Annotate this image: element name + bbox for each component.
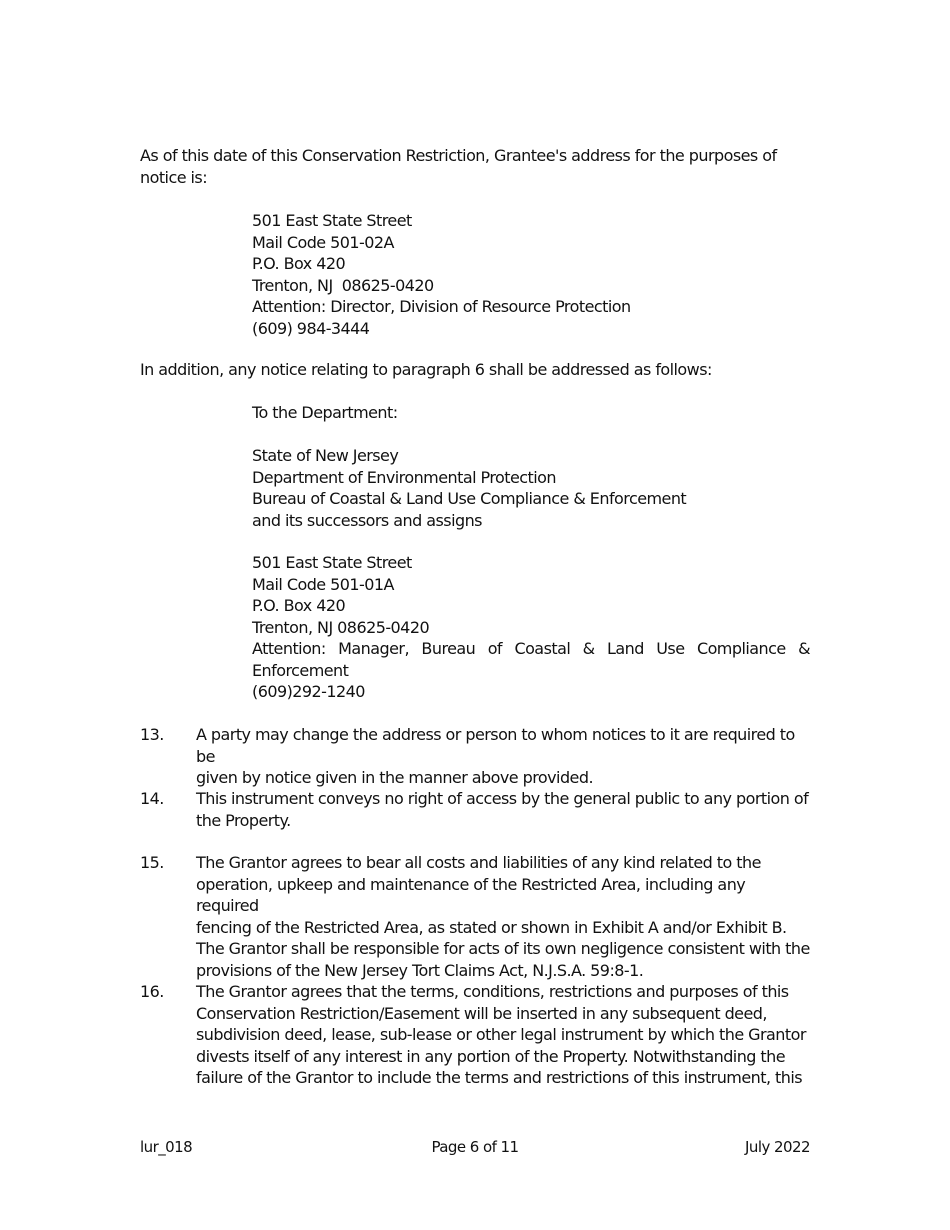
item-line: The Grantor agrees that the terms, conditions, restrictions and purposes of this <box>196 982 789 1001</box>
item-number: 15. <box>140 853 164 872</box>
item-line: failure of the Grantor to include the terms and restrictions of this instrument, this <box>196 1068 803 1087</box>
footer-page-number: Page 6 of 11 <box>431 1138 519 1156</box>
item-line: operation, upkeep and maintenance of the Restricted Area, including any required <box>196 874 746 915</box>
state-name: State of New Jersey <box>252 446 399 465</box>
department-phone: (609)292-1240 <box>252 682 365 701</box>
item-line: provisions of the New Jersey Tort Claims Act, N.J.S.A. 59:8-1. <box>196 960 644 980</box>
footer-doc-id: lur_018 <box>140 1138 193 1156</box>
footer-date: July 2022 <box>745 1138 810 1156</box>
department-name: Department of Environmental Protection <box>252 467 556 487</box>
department-street: 501 East State Street <box>252 553 412 572</box>
grantee-po-box: P.O. Box 420 <box>252 254 346 273</box>
bureau-name: Bureau of Coastal & Land Use Compliance & Enforcement <box>252 489 687 508</box>
item-line: given by notice given in the manner above provided. <box>196 768 593 787</box>
item-text <box>196 852 810 981</box>
department-attention-line2: Enforcement <box>252 660 349 680</box>
item-line: divests itself of any interest in any portion of the Property. Notwithstanding the <box>196 1046 786 1066</box>
grantee-address-block <box>252 210 810 339</box>
item-text <box>196 788 810 831</box>
to-department-line: To the Department: <box>252 403 398 422</box>
item-line: A party may change the address or person to whom notices to it are required to be <box>196 725 795 766</box>
item-line: the Property. <box>196 810 291 830</box>
grantee-attention: Attention: Director, Division of Resource Protection <box>252 297 631 316</box>
department-name-block <box>252 445 810 531</box>
item-line: fencing of the Restricted Area, as stated or shown in Exhibit A and/or Exhibit B. <box>196 917 787 937</box>
department-city: Trenton, NJ 08625-0420 <box>252 617 430 637</box>
item-text <box>196 981 810 1089</box>
successors-line: and its successors and assigns <box>252 510 482 530</box>
department-notice-to <box>252 402 810 424</box>
item-number: 16. <box>140 982 164 1001</box>
item-text <box>196 724 810 789</box>
intro-paragraph: As of this date of this Conservation Restriction, Grantee's address for the purposes of notice is: <box>140 146 777 187</box>
page-footer <box>140 1137 810 1157</box>
department-po-box: P.O. Box 420 <box>252 596 346 615</box>
grantee-phone: (609) 984-3444 <box>252 318 370 338</box>
item-number: 13. <box>140 725 164 744</box>
department-mail-code: Mail Code 501-01A <box>252 574 394 594</box>
item-number: 14. <box>140 789 164 808</box>
item-line: Conservation Restriction/Easement will be inserted in any subsequent deed, <box>196 1003 767 1023</box>
item-line: subdivision deed, lease, sub-lease or other legal instrument by which the Grantor <box>196 1025 806 1044</box>
grantee-city: Trenton, NJ 08625-0420 <box>252 275 434 295</box>
item-line: The Grantor shall be responsible for acts of its own negligence consistent with the <box>196 939 810 958</box>
item-line: The Grantor agrees to bear all costs and liabilities of any kind related to the <box>196 853 761 872</box>
grantee-street: 501 East State Street <box>252 211 412 230</box>
addition-paragraph: In addition, any notice relating to paragraph 6 shall be addressed as follows: <box>140 360 712 379</box>
department-address-block <box>252 552 810 703</box>
department-attention-line1: Attention: Manager, Bureau of Coastal & Land Use Compliance & <box>252 639 810 658</box>
item-line: This instrument conveys no right of access by the general public to any portion of <box>196 789 809 808</box>
grantee-mail-code: Mail Code 501-02A <box>252 232 394 252</box>
